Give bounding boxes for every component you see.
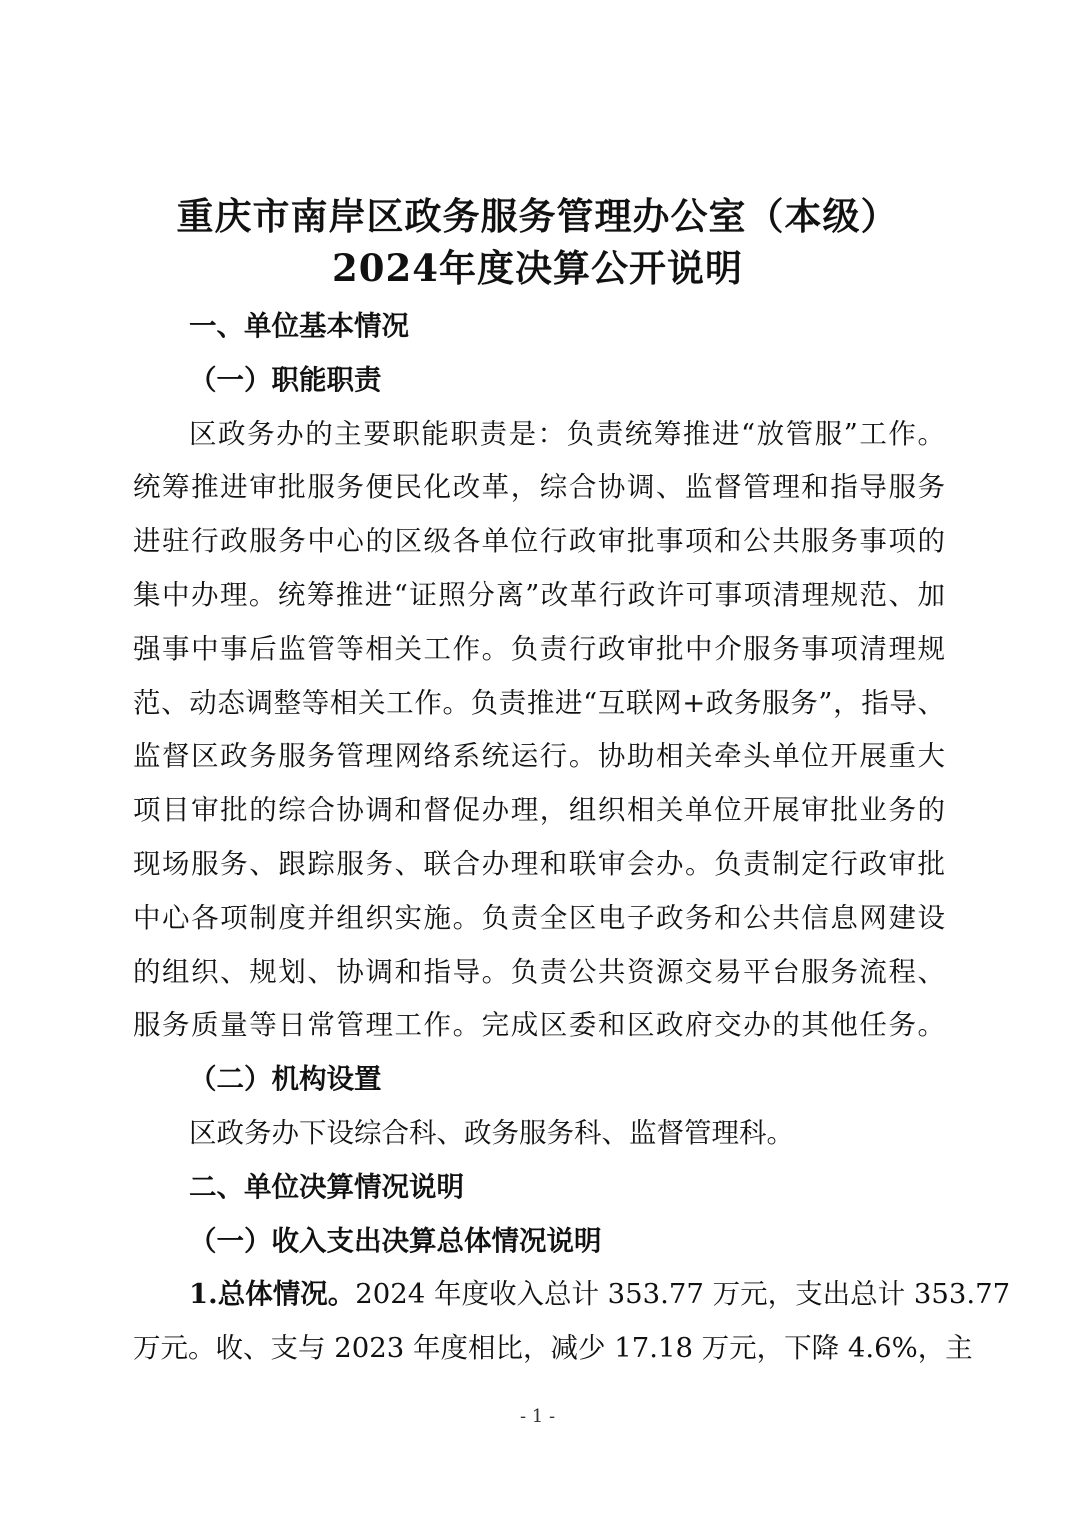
paragraph-text: 2024 年度收入总计 353.77 万元，支出总计 353.77 — [355, 1278, 1011, 1311]
paragraph-line: 服务质量等日常管理工作。完成区委和区政府交办的其他任务。 — [133, 1009, 945, 1042]
paragraph-line: 强事中事后监管等相关工作。负责行政审批中介服务事项清理规 — [133, 632, 945, 665]
paragraph-line: 项目审批的综合协调和督促办理，组织相关单位开展审批业务的 — [133, 794, 945, 827]
paragraph-line: 的组织、规划、协调和指导。负责公共资源交易平台服务流程、 — [133, 955, 945, 988]
paragraph-line: 现场服务、跟踪服务、联合办理和联审会办。负责制定行政审批 — [133, 847, 945, 880]
document-body — [133, 300, 1011, 1376]
paragraph-line: 集中办理。统筹推进“证照分离”改革行政许可事项清理规范、加 — [133, 578, 945, 611]
duties-paragraph — [133, 408, 945, 1054]
paragraph-line: 范、动态调整等相关工作。负责推进“互联网+政务服务”，指导、 — [133, 686, 945, 719]
paragraph-line: 进驻行政服务中心的区级各单位行政审批事项和公共服务事项的 — [133, 525, 945, 558]
subsection-heading: （二）机构设置 — [189, 1063, 382, 1096]
paragraph-line: 万元。收、支与 2023 年度相比，减少 17.18 万元，下降 4.6%，主 — [133, 1332, 973, 1365]
section-heading: 一、单位基本情况 — [189, 310, 409, 342]
document-title-line1: 重庆市南岸区政务服务管理办公室（本级） — [176, 194, 899, 238]
page-number: - 1 - — [519, 1406, 556, 1427]
paragraph-line — [133, 1268, 1011, 1322]
paragraph: 区政务办下设综合科、政务服务科、监督管理科。 — [189, 1116, 794, 1149]
paragraph-line: 区政务办的主要职能职责是：负责统筹推进“放管服”工作。 — [189, 417, 945, 450]
subsection-heading: （一）职能职责 — [189, 363, 382, 396]
paragraph-lead: 1.总体情况。 — [189, 1278, 356, 1311]
section-heading: 二、单位决算情况说明 — [189, 1170, 464, 1203]
paragraph-line: 监督区政务服务管理网络系统运行。协助相关牵头单位开展重大 — [133, 740, 945, 773]
subsection-heading: （一）收入支出决算总体情况说明 — [189, 1224, 602, 1257]
paragraph-line: 统筹推进审批服务便民化改革，综合协调、监督管理和指导服务 — [133, 471, 945, 504]
paragraph-line: 中心各项制度并组织实施。负责全区电子政务和公共信息网建设 — [133, 901, 945, 934]
document-title-line2: 2024年度决算公开说明 — [332, 246, 743, 290]
